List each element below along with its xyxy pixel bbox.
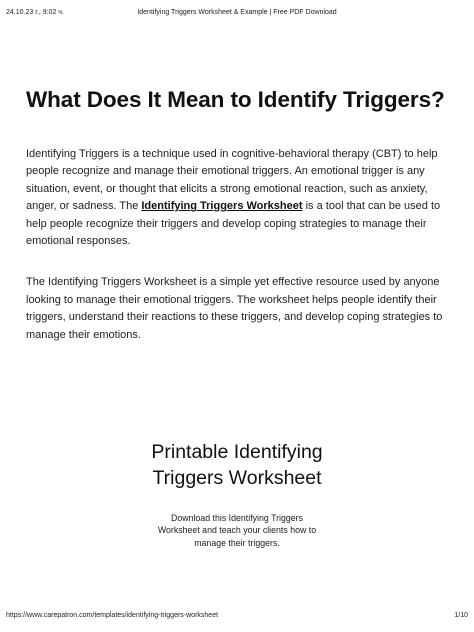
promo-title: Printable Identifying Triggers Worksheet [151, 441, 323, 489]
page-title: What Does It Mean to Identify Triggers? [26, 87, 445, 112]
page-indicator: 1/10 [454, 612, 468, 619]
article-section [26, 86, 446, 344]
download-promo [0, 440, 474, 549]
promo-description: Download this Identifying Triggers Worksheet and teach your clients how to manage their triggers. [157, 513, 317, 548]
worksheet-link[interactable]: Identifying Triggers Worksheet [141, 200, 303, 213]
intro-text-start: Identifying Triggers is a technique used in cognitive-behavioral therapy (CBT) to help people recognize and manage their emotional triggers. An emotional trigger is any situation, event, or thought that elicits a strong emotional reaction, such as anxiety, anger, or sadness. The [26, 148, 438, 213]
print-document-title: Identifying Triggers Worksheet & Example | Free PDF Download [137, 9, 337, 16]
intro-paragraph [26, 146, 446, 250]
print-datetime: 24.10.23 г., 9:02 ч. [6, 9, 64, 16]
description-paragraph: The Identifying Triggers Worksheet is a simple yet effective resource used by anyone looking to manage their emotional triggers. The worksheet helps people identify their triggers, understand their reactions to these triggers, and develop coping strategies to manage their emotions. [26, 276, 443, 341]
print-header [6, 9, 468, 21]
print-footer [6, 612, 468, 624]
print-url: https://www.carepatron.com/templates/identifying-triggers-worksheet [6, 612, 219, 619]
intro-text-end: is a tool that can be used to help people recognize their triggers and develop coping strategies to manage their emotional responses. [26, 200, 441, 248]
